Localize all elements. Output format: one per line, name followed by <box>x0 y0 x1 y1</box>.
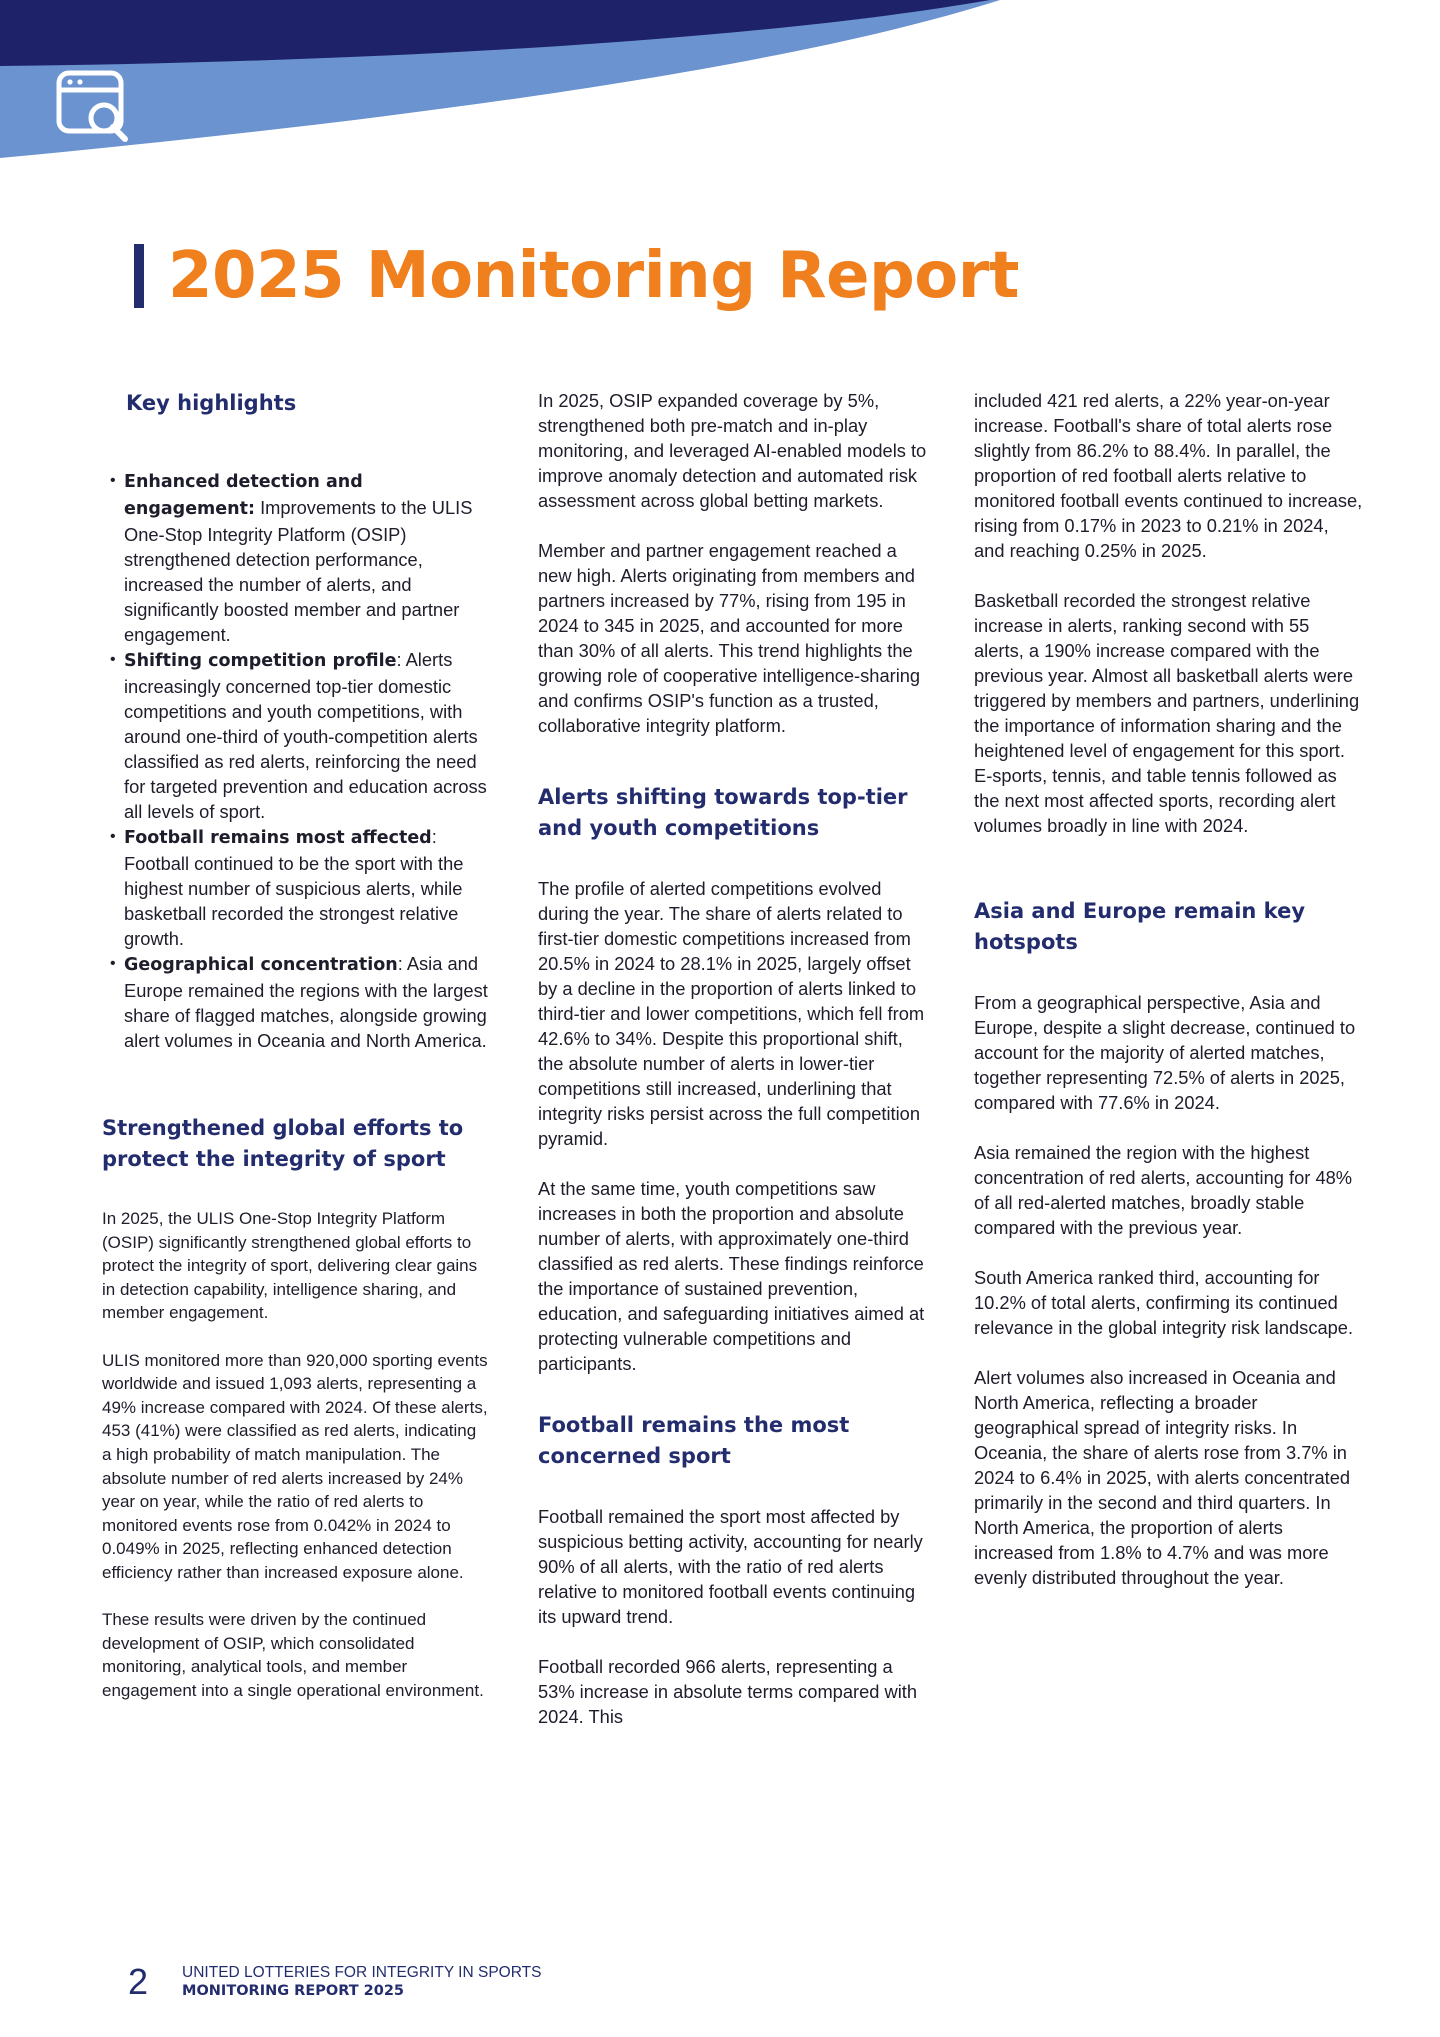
key-highlights-list <box>102 468 490 1053</box>
paragraph: Basketball recorded the strongest relative increase in alerts, ranking second with 55 alerts, a 190% increase compared with the previous year. Almost all basketball alerts were triggered by members and partners, underlining the importance of information sharing and the heightened level of engagement for this sport. E-sports, tennis, and table tennis followed as the next most affected sports, recording alert volumes broadly in line with 2024. <box>974 590 1360 836</box>
paragraph: These results were driven by the continued development of OSIP, which consolidated monitoring, analytical tools, and member engagement into a single operational environment. <box>102 1610 484 1700</box>
highlight-label: Enhanced detection and engagement: <box>124 472 363 519</box>
paragraph: In 2025, OSIP expanded coverage by 5%, strengthened both pre-match and in-play monitoring, and leveraged AI-enabled models to improve anomaly detection and automated risk assessment across global betting markets. <box>538 390 927 511</box>
list-item <box>102 824 490 951</box>
footer-org: UNITED LOTTERIES FOR INTEGRITY IN SPORTS <box>182 1964 542 1981</box>
column-1 <box>102 388 490 1726</box>
page-number: 2 <box>128 1961 149 2002</box>
section-heading-global-efforts: Strengthened global efforts to protect the integrity of sport <box>102 1116 464 1171</box>
paragraph: South America ranked third, accounting for 10.2% of total alerts, confirming its continued relevance in the global integrity risk landscape. <box>974 1267 1354 1338</box>
page-footer <box>128 1962 541 2002</box>
paragraph: Asia remained the region with the highest concentration of red alerts, accounting for 48% of all red-alerted matches, broadly stable compared with the previous year. <box>974 1142 1353 1238</box>
highlight-text: : Football continued to be the sport with the highest number of suspicious alerts, while basketball recorded the strongest relative growth. <box>124 826 464 949</box>
footer-text <box>182 1963 541 2001</box>
paragraph: At the same time, youth competitions saw increases in both the proportion and absolute number of alerts, with approximately one-third classified as red alerts. These findings reinforce the importance of sustained prevention, education, and safeguarding initiatives aimed at protecting vulnerable competitions and participants. <box>538 1178 925 1374</box>
list-item <box>102 647 490 824</box>
highlight-text: Improvements to the ULIS One-Stop Integrity Platform (OSIP) strengthened detection performance, increased the number of alerts, and significantly boosted member and partner engagement. <box>124 497 473 645</box>
bullet-icon: • <box>110 828 116 845</box>
highlight-text: : Asia and Europe remained the regions with the largest share of flagged matches, alongside growing alert volumes in Oceania and North America. <box>124 953 488 1051</box>
key-highlights-heading: Key highlights <box>126 391 297 415</box>
header-wave-decoration <box>0 0 1440 160</box>
bullet-icon: • <box>110 955 116 972</box>
highlight-label: Geographical concentration <box>124 955 398 975</box>
highlight-text: : Alerts increasingly concerned top-tier domestic competitions and youth competitions, with around one-third of youth-competition alerts classified as red alerts, reinforcing the need for targeted prevention and education across all levels of sport. <box>124 649 487 822</box>
section-heading-hotspots: Asia and Europe remain key hotspots <box>974 899 1306 954</box>
paragraph: ULIS monitored more than 920,000 sporting events worldwide and issued 1,093 alerts, representing a 49% increase compared with 2024. Of these alerts, 453 (41%) were classified as red alerts, indicating a high probability of match manipulation. The absolute number of red alerts increased by 24% year on year, while the ratio of red alerts to monitored events rose from 0.042% in 2024 to 0.049% in 2025, reflecting enhanced detection efficiency rather than increased exposure alone. <box>102 1350 488 1582</box>
section-heading-football: Football remains the most concerned sport <box>538 1413 850 1468</box>
paragraph: From a geographical perspective, Asia and Europe, despite a slight decrease, continued to account for the majority of alerted matches, together representing 72.5% of alerts in 2025, compared with 77.6% in 2024. <box>974 992 1356 1113</box>
page-title-block <box>134 236 1019 316</box>
page-title: 2025 Monitoring Report <box>168 239 1019 313</box>
highlight-label: Football remains most affected <box>124 828 432 848</box>
column-2 <box>538 388 930 1754</box>
list-item <box>102 951 490 1053</box>
browser-search-icon <box>56 70 130 144</box>
paragraph: Member and partner engagement reached a new high. Alerts originating from members and partners increased by 77%, rising from 195 in 2024 to 345 in 2025, and accounted for more than 30% of all alerts. This trend highlights the growing role of cooperative intelligence-sharing and confirms OSIP's function as a trusted, collaborative integrity platform. <box>538 540 921 736</box>
section-heading-competitions: Alerts shifting towards top-tier and youth competitions <box>538 785 908 840</box>
title-accent-bar <box>134 244 144 308</box>
highlight-label: Shifting competition profile <box>124 651 397 671</box>
paragraph: Football remained the sport most affected by suspicious betting activity, accounting for nearly 90% of all alerts, with the ratio of red alerts relative to monitored football events continuing its upward trend. <box>538 1506 923 1627</box>
footer-report: MONITORING REPORT 2025 <box>182 1983 405 1999</box>
paragraph: Football recorded 966 alerts, representing a 53% increase in absolute terms compared with 2024. This <box>538 1656 918 1727</box>
bullet-icon: • <box>110 472 116 489</box>
paragraph: included 421 red alerts, a 22% year-on-year increase. Football's share of total alerts rose slightly from 86.2% to 88.4%. In parallel, the proportion of red football alerts relative to monitored football events continued to increase, rising from 0.17% in 2023 to 0.21% in 2024, and reaching 0.25% in 2025. <box>974 390 1363 561</box>
column-3 <box>974 388 1364 1615</box>
bullet-icon: • <box>110 651 116 668</box>
paragraph: In 2025, the ULIS One-Stop Integrity Platform (OSIP) significantly strengthened global efforts to protect the integrity of sport, delivering clear gains in detection capability, intelligence sharing, and member engagement. <box>102 1209 478 1323</box>
paragraph: The profile of alerted competitions evolved during the year. The share of alerts related to first-tier domestic competitions increased from 20.5% in 2024 to 28.1% in 2025, largely offset by a decline in the proportion of alerts linked to third-tier and lower competitions, which fell from 42.6% to 34%. Despite this proportional shift, the absolute number of alerts in lower-tier competitions still increased, underlining that integrity risks persist across the full competition pyramid. <box>538 878 925 1149</box>
list-item <box>102 468 490 647</box>
paragraph: Alert volumes also increased in Oceania and North America, reflecting a broader geographical spread of integrity risks. In Oceania, the share of alerts rose from 3.7% in 2024 to 6.4% in 2025, with alerts concentrated primarily in the second and third quarters. In North America, the proportion of alerts increased from 1.8% to 4.7% and was more evenly distributed throughout the year. <box>974 1367 1351 1588</box>
